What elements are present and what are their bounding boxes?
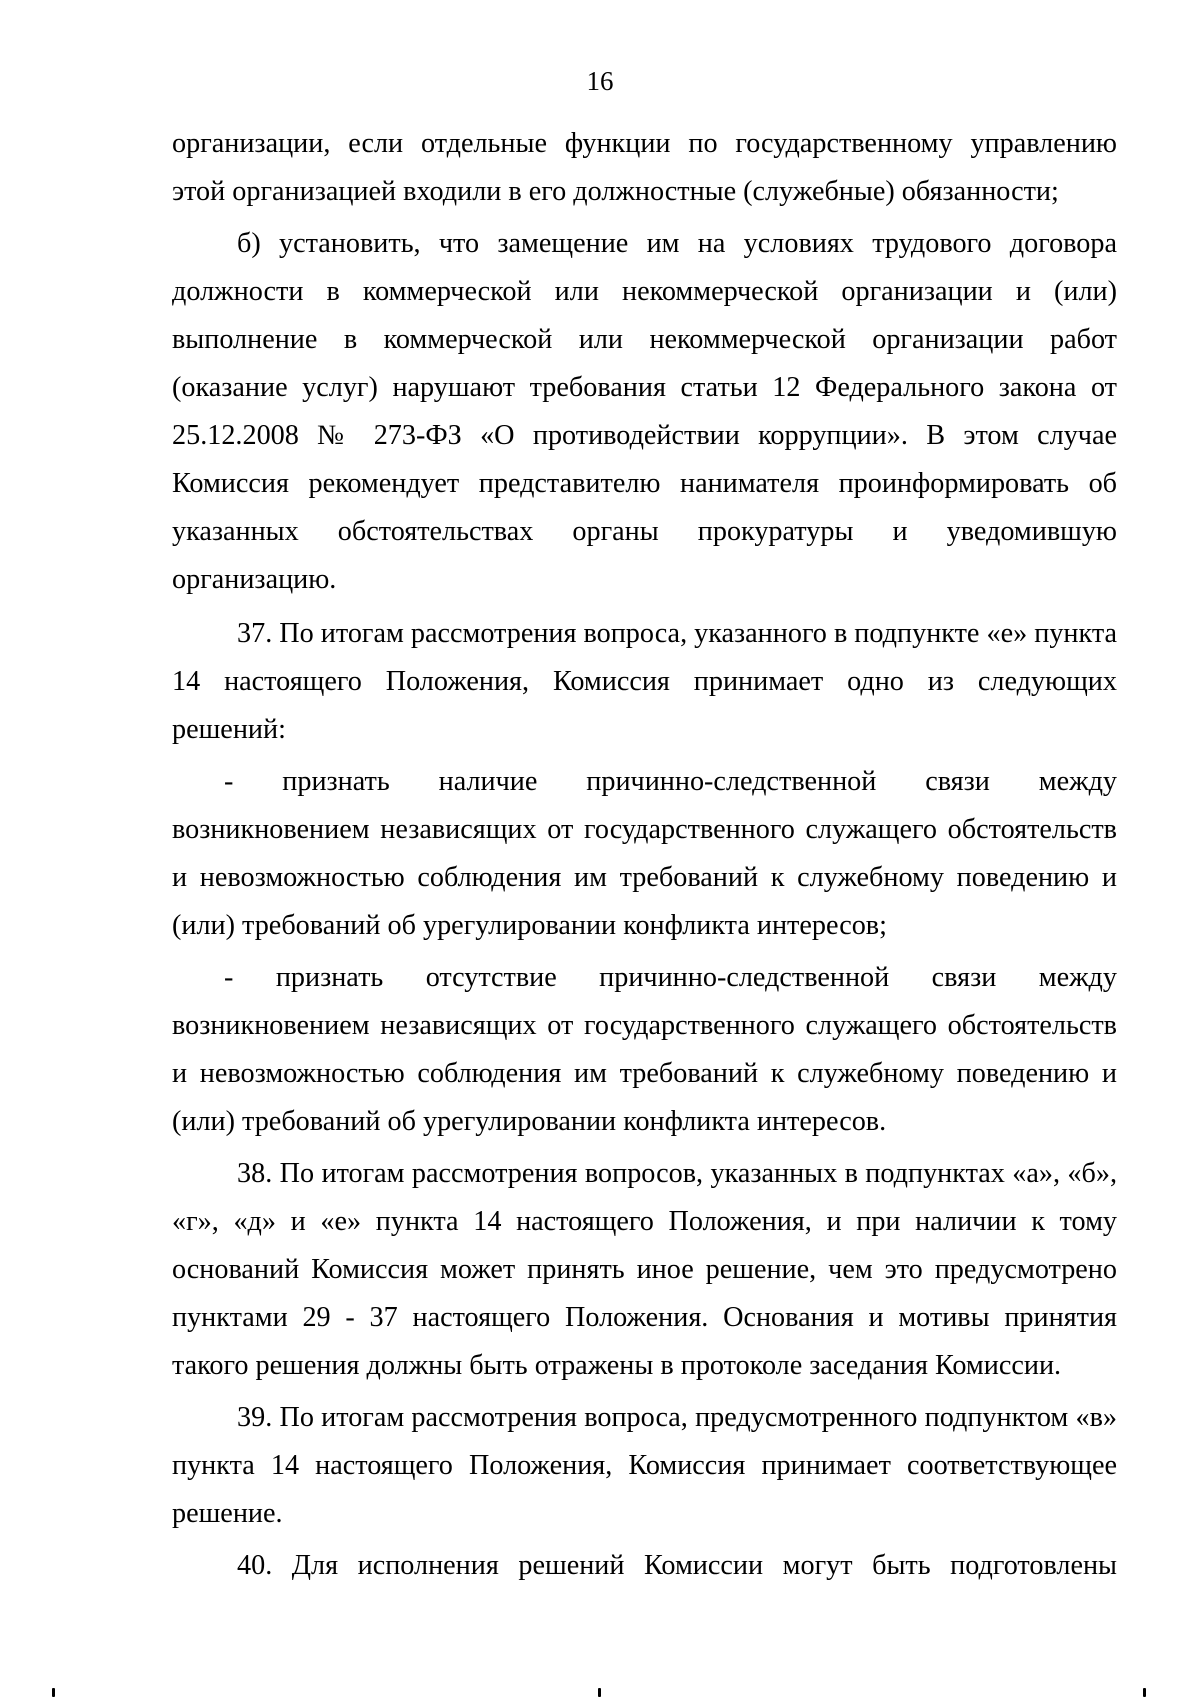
text-line: 38. По итогам рассмотрения вопросов, указанных в подпунктах «а», «б», — [237, 1158, 1117, 1189]
text-line: 37. По итогам рассмотрения вопроса, указанного в подпункте «е» пункта — [237, 618, 1117, 649]
text-line: (оказание услуг) нарушают требования статьи 12 Федерального закона от — [172, 372, 1117, 403]
text-line: и невозможностью соблюдения им требований к служебному поведению и — [172, 1058, 1117, 1089]
text-line: б) установить, что замещение им на условиях трудового договора — [237, 228, 1117, 259]
text-line: и невозможностью соблюдения им требований к служебному поведению и — [172, 862, 1117, 893]
page-number: 16 — [586, 66, 614, 96]
text-line: должности в коммерческой или некоммерческой организации и (или) — [172, 276, 1117, 307]
text-line: - признать наличие причинно-следственной связи между — [224, 766, 1117, 797]
text-line: (или) требований об урегулировании конфликта интересов. — [172, 1106, 887, 1137]
text-line: пункта 14 настоящего Положения, Комиссия принимает соответствующее — [172, 1450, 1117, 1481]
text-line: 25.12.2008 № 273-ФЗ «О противодействии коррупции». В этом случае — [172, 420, 1117, 451]
scan-mark — [598, 1688, 601, 1697]
text-line: такого решения должны быть отражены в протоколе заседания Комиссии. — [172, 1350, 1062, 1381]
text-line: возникновением независящих от государственного служащего обстоятельств — [172, 814, 1117, 845]
text-line: Комиссия рекомендует представителю нанимателя проинформировать об — [172, 468, 1117, 499]
text-line: (или) требований об урегулировании конфликта интересов; — [172, 910, 887, 941]
text-line: указанных обстоятельствах органы прокуратуры и уведомившую — [172, 516, 1117, 547]
text-line: решение. — [172, 1498, 283, 1529]
scan-mark — [1143, 1688, 1146, 1697]
scan-mark — [52, 1688, 55, 1697]
text-line: «г», «д» и «е» пункта 14 настоящего Положения, и при наличии к тому — [172, 1206, 1117, 1237]
text-line: оснований Комиссия может принять иное решение, чем это предусмотрено — [172, 1254, 1117, 1285]
text-line: 40. Для исполнения решений Комиссии могут быть подготовлены — [237, 1550, 1117, 1581]
text-line: пунктами 29 - 37 настоящего Положения. Основания и мотивы принятия — [172, 1302, 1117, 1333]
text-line: выполнение в коммерческой или некоммерческой организации работ — [172, 324, 1117, 355]
text-line: организацию. — [172, 564, 337, 595]
text-line: решений: — [172, 714, 286, 745]
text-line: - признать отсутствие причинно-следственной связи между — [224, 962, 1117, 993]
text-line: 14 настоящего Положения, Комиссия принимает одно из следующих — [172, 666, 1117, 697]
text-line: возникновением независящих от государственного служащего обстоятельств — [172, 1010, 1117, 1041]
text-line: организации, если отдельные функции по государственному управлению — [172, 128, 1117, 159]
text-line: этой организацией входили в его должностные (служебные) обязанности; — [172, 176, 1059, 207]
text-line: 39. По итогам рассмотрения вопроса, предусмотренного подпунктом «в» — [237, 1402, 1117, 1433]
